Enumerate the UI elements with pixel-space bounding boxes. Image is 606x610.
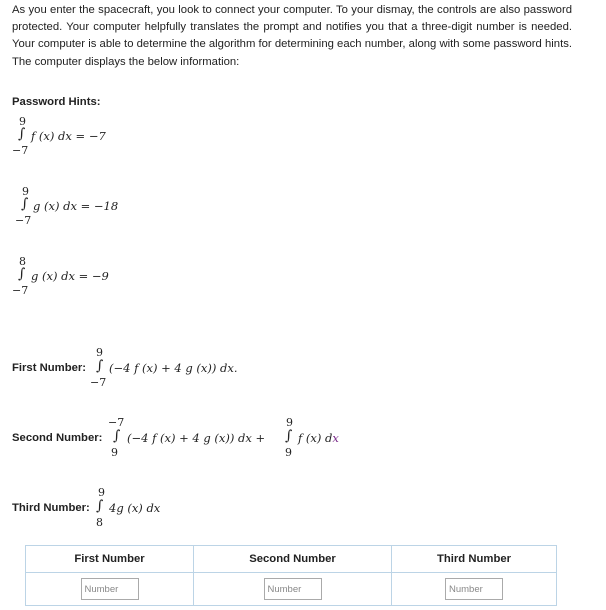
integral-sign: ∫ [21, 196, 29, 212]
upper-limit: 9 [19, 115, 26, 128]
lower-limit: −7 [12, 144, 29, 157]
header-first-number: First Number [26, 546, 194, 573]
upper-limit: 8 [19, 255, 26, 268]
integral-sign: ∫ [96, 498, 104, 514]
integral-sign: ∫ [18, 126, 26, 142]
integrand-variable: x [332, 431, 339, 445]
integrand [298, 431, 339, 445]
integral-sign: ∫ [113, 428, 121, 444]
integrand: (−4 f (x) + 4 g (x)) dx. [109, 361, 238, 375]
first-number-expression [12, 346, 312, 391]
integral-sign: ∫ [18, 266, 26, 282]
upper-limit: 9 [98, 486, 105, 499]
integrand: (−4 f (x) + 4 g (x)) dx + [127, 431, 266, 445]
integrand: g (x) dx = −18 [33, 199, 119, 213]
upper-limit: 9 [22, 185, 29, 198]
header-second-number: Second Number [194, 546, 392, 573]
integrand: g (x) dx = −9 [31, 269, 109, 283]
hints-title: Password Hints: [12, 96, 101, 108]
second-number-input[interactable] [264, 578, 322, 600]
integrand-text: f (x) d [298, 431, 333, 445]
hint-integral-2 [12, 185, 212, 230]
problem-intro: As you enter the spacecraft, you look to connect your computer. To your dismay, the controls are also password protected. Your computer helpfully translates the prompt and notifies you that a three-digit number is needed. Your computer is able to determine the algorithm for determining each number, along with some password hints. The computer displays the below information: [12, 4, 572, 68]
upper-limit: 9 [286, 416, 293, 429]
integrand: 4g (x) dx [109, 501, 161, 515]
integrand: f (x) dx = −7 [31, 129, 106, 143]
upper-limit: 9 [96, 346, 103, 359]
second-number-expression [12, 416, 372, 461]
first-number-label: First Number: [12, 362, 87, 374]
hint-integral-3 [12, 255, 212, 300]
lower-limit: 9 [111, 446, 118, 459]
cell-second-number [194, 573, 392, 606]
cell-third-number [392, 573, 557, 606]
lower-limit: −7 [12, 284, 29, 297]
header-third-number: Third Number [392, 546, 557, 573]
cell-first-number [26, 573, 194, 606]
second-number-label: Second Number: [12, 432, 103, 444]
first-number-input[interactable] [81, 578, 139, 600]
answer-table-header [26, 546, 557, 573]
upper-limit: −7 [108, 416, 125, 429]
integral-sign: ∫ [96, 358, 104, 374]
lower-limit: 8 [96, 516, 103, 529]
answer-table [25, 545, 557, 606]
lower-limit: −7 [90, 376, 107, 389]
integral-sign: ∫ [285, 428, 293, 444]
hint-integral-1 [12, 115, 212, 160]
answer-table-row [26, 573, 557, 606]
lower-limit: 9 [285, 446, 292, 459]
third-number-label: Third Number: [12, 502, 90, 514]
third-number-expression [12, 486, 312, 531]
lower-limit: −7 [15, 214, 32, 227]
third-number-input[interactable] [445, 578, 503, 600]
